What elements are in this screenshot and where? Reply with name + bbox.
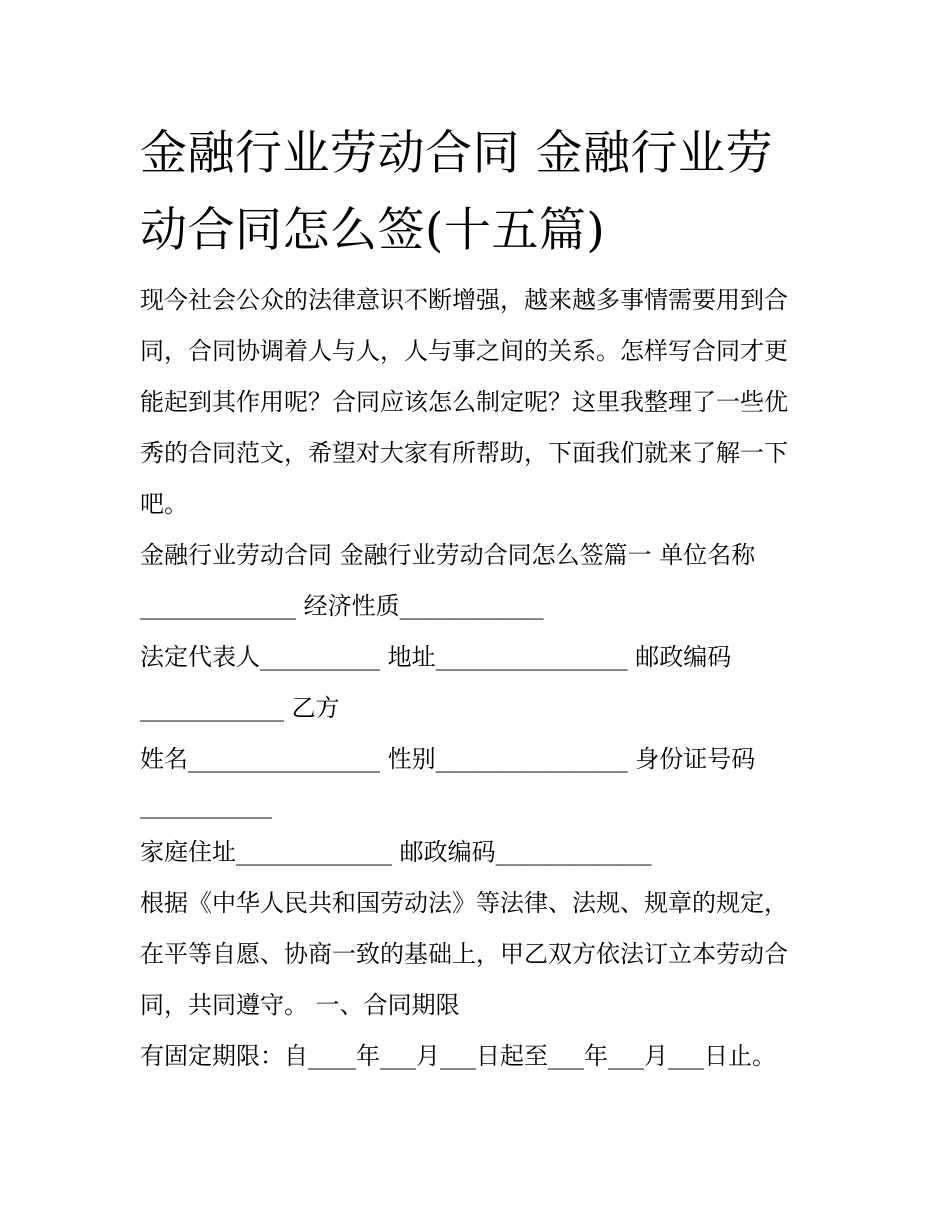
body-line-7: _____________ 经济性质____________	[140, 592, 544, 620]
body-line-10: 姓名________________ 性别________________ 身份证号码	[140, 745, 756, 773]
body-line-15: 同，共同遵守。 一、合同期限	[140, 991, 460, 1019]
document-title: 金融行业劳动合同 金融行业劳动合同怎么签(十五篇)	[140, 126, 773, 258]
body-line-8: 法定代表人__________ 地址________________ 邮政编码	[140, 643, 732, 671]
body-line-13: 根据《中华人民共和国劳动法》等法律、法规、规章的规定，	[140, 889, 788, 917]
body-line-1: 现今社会公众的法律意识不断增强，越来越多事情需要用到合	[140, 286, 788, 314]
body-line-5: 吧。	[140, 490, 188, 518]
body-line-6: 金融行业劳动合同 金融行业劳动合同怎么签篇一 单位名称	[140, 541, 756, 569]
body-line-12: 家庭住址_____________ 邮政编码_____________	[140, 838, 652, 866]
body-line-2: 同，合同协调着人与人，人与事之间的关系。怎样写合同才更	[140, 337, 788, 365]
body-line-14: 在平等自愿、协商一致的基础上，甲乙双方依法订立本劳动合	[140, 940, 788, 968]
body-line-16: 有固定期限：自____年___月___日起至___年___月___日止。	[140, 1042, 776, 1070]
body-line-11: ___________	[140, 791, 272, 819]
body-line-9: ____________ 乙方	[140, 694, 340, 722]
body-line-3: 能起到其作用呢？合同应该怎么制定呢？这里我整理了一些优	[140, 388, 788, 416]
body-line-4: 秀的合同范文，希望对大家有所帮助，下面我们就来了解一下	[140, 439, 788, 467]
